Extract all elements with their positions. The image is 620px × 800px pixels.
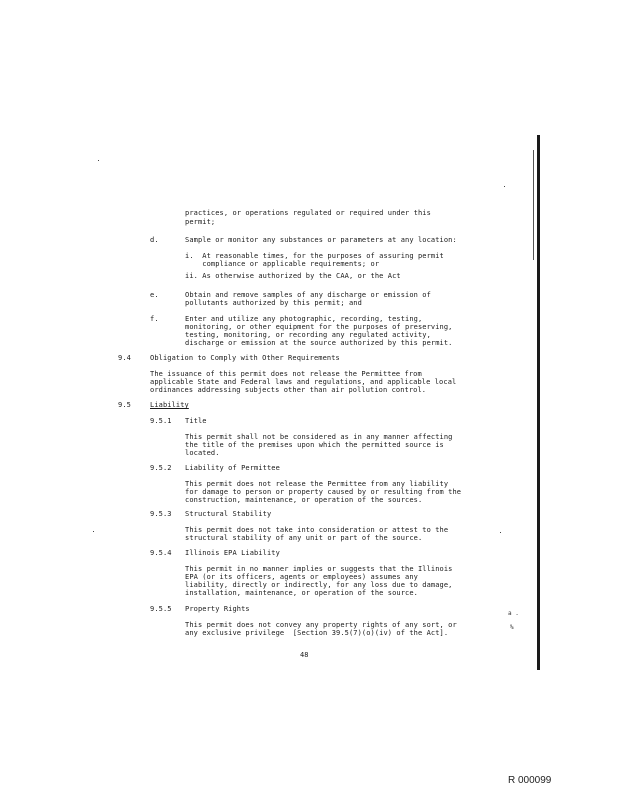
- section-9-4-number: 9.4: [118, 354, 131, 362]
- item-e-label: e.: [150, 291, 159, 299]
- section-9-5-2-title: Liability of Permittee: [185, 464, 280, 472]
- section-9-5-1-body-line2: the title of the premises upon which the permitted source is: [185, 441, 444, 449]
- section-9-5-3-title: Structural Stability: [185, 510, 272, 518]
- section-9-5-4-body-line1: This permit in no manner implies or suggests that the Illinois: [185, 565, 453, 573]
- page-number: 48: [300, 651, 309, 659]
- section-9-5-4-title: Illinois EPA Liability: [185, 549, 280, 557]
- section-9-4-title: Obligation to Comply with Other Requirements: [150, 354, 340, 362]
- item-e-line1: Obtain and remove samples of any discharge or emission of: [185, 291, 431, 299]
- section-9-5-number: 9.5: [118, 401, 131, 409]
- section-9-4-body-line3: ordinances addressing subjects other than air pollution control.: [150, 386, 427, 394]
- item-d-i-line2: compliance or applicable requirements; or: [185, 260, 380, 268]
- section-9-5-1-number: 9.5.1: [150, 417, 172, 425]
- scan-speck: [504, 186, 505, 187]
- section-9-5-3-number: 9.5.3: [150, 510, 172, 518]
- section-9-5-5-body-line2: any exclusive privilege [Section 39.5(7)(o)(iv) of the Act].: [185, 629, 449, 637]
- item-c-continuation-line1: practices, or operations regulated or required under this: [185, 209, 431, 217]
- section-9-5-5-title: Property Rights: [185, 605, 250, 613]
- item-d-i-line1: i. At reasonable times, for the purposes of assuring permit: [185, 252, 444, 260]
- section-9-5-1-body-line1: This permit shall not be considered as in any manner affecting: [185, 433, 453, 441]
- section-9-5-title: Liability: [150, 401, 189, 409]
- item-f-line4: discharge or emission at the source authorized by this permit.: [185, 339, 453, 347]
- section-9-5-2-body-line3: construction, maintenance, or operation of the sources.: [185, 496, 423, 504]
- item-c-continuation-line2: permit;: [185, 218, 216, 226]
- scan-speck: [98, 160, 99, 161]
- section-9-5-2-body-line1: This permit does not release the Permittee from any liability: [185, 480, 449, 488]
- section-9-4-body-line1: The issuance of this permit does not release the Permittee from: [150, 370, 422, 378]
- item-f-label: f.: [150, 315, 159, 323]
- scan-speck: [500, 532, 501, 533]
- scan-speck: [93, 531, 94, 532]
- item-e-line2: pollutants authorized by this permit; and: [185, 299, 362, 307]
- margin-mark: a .: [508, 610, 519, 617]
- section-9-5-2-number: 9.5.2: [150, 464, 172, 472]
- item-f-line1: Enter and utilize any photographic, recording, testing,: [185, 315, 423, 323]
- section-9-5-4-body-line4: installation, maintenance, or operation of the source.: [185, 589, 418, 597]
- section-9-5-5-body-line1: This permit does not convey any property rights of any sort, or: [185, 621, 457, 629]
- margin-mark: %: [510, 624, 514, 631]
- section-9-5-5-number: 9.5.5: [150, 605, 172, 613]
- bates-number: R 000099: [508, 775, 552, 786]
- section-9-5-3-body-line2: structural stability of any unit or part of the source.: [185, 534, 423, 542]
- section-9-4-body-line2: applicable State and Federal laws and regulations, and applicable local: [150, 378, 457, 386]
- scan-edge-bar: [537, 135, 540, 670]
- item-d-ii: ii. As otherwise authorized by the CAA, or the Act: [185, 272, 401, 280]
- section-9-5-4-body-line2: EPA (or its officers, agents or employees) assumes any: [185, 573, 418, 581]
- section-9-5-1-title: Title: [185, 417, 207, 425]
- section-9-5-2-body-line2: for damage to person or property caused by or resulting from the: [185, 488, 462, 496]
- scan-edge-bar-thin: [533, 150, 534, 260]
- item-d-text: Sample or monitor any substances or parameters at any location:: [185, 236, 457, 244]
- item-d-label: d.: [150, 236, 159, 244]
- section-9-5-4-number: 9.5.4: [150, 549, 172, 557]
- section-9-5-3-body-line1: This permit does not take into consideration or attest to the: [185, 526, 449, 534]
- item-f-line2: monitoring, or other equipment for the purposes of preserving,: [185, 323, 453, 331]
- item-f-line3: testing, monitoring, or recording any regulated activity,: [185, 331, 431, 339]
- section-9-5-1-body-line3: located.: [185, 449, 220, 457]
- section-9-5-4-body-line3: liability, directly or indirectly, for any loss due to damage,: [185, 581, 453, 589]
